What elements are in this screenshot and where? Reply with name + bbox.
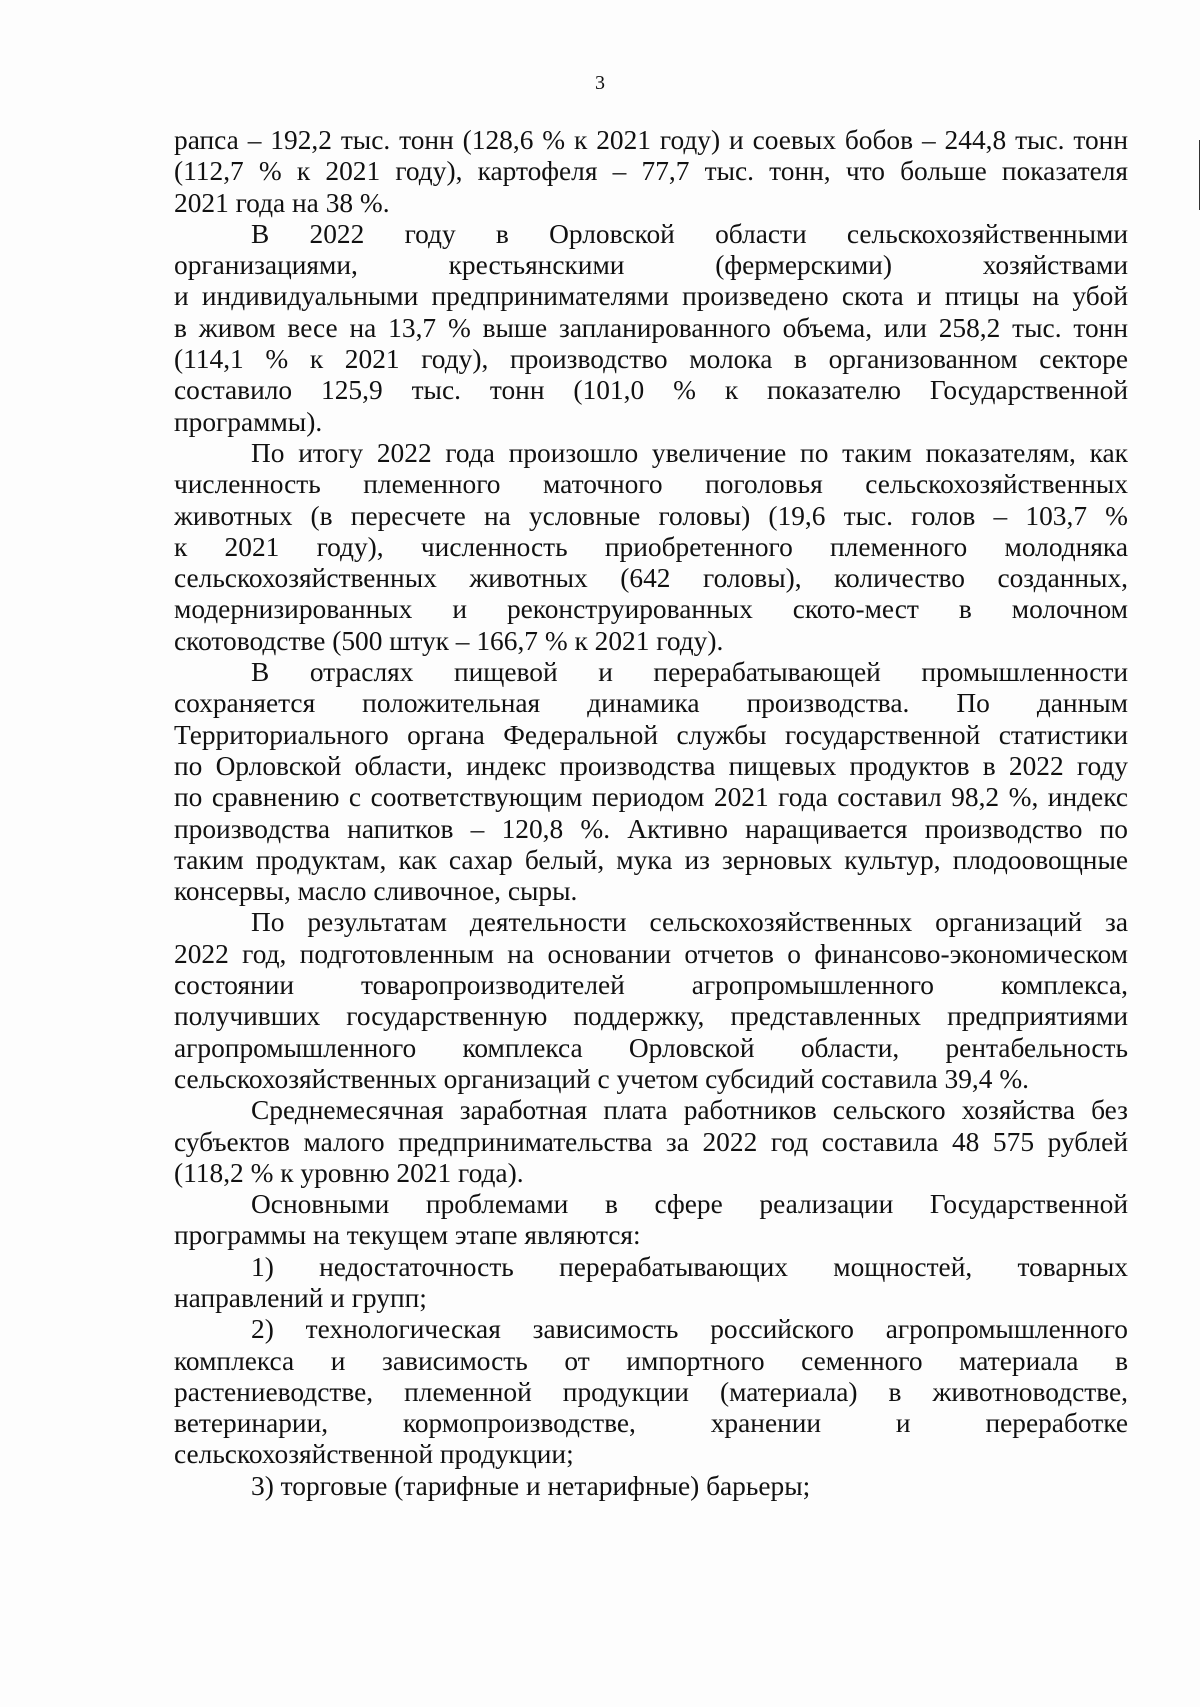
text-line: субъектов малого предпринимательства за 2022 год составила 48 575 рублей (174, 1126, 1128, 1157)
text-line: Среднемесячная заработная плата работников сельского хозяйства без (251, 1095, 1128, 1126)
text-line: в живом весе на 13,7 % выше запланированного объема, или 258,2 тыс. тонн (174, 312, 1128, 343)
text-line: состоянии товаропроизводителей агропромышленного комплекса, (174, 970, 1128, 1001)
text-line: программы на текущем этапе являются: (174, 1220, 641, 1251)
text-line: ветеринарии, кормопроизводстве, хранении и переработке (174, 1408, 1128, 1439)
text-line: растениеводстве, племенной продукции (материала) в животноводстве, (174, 1376, 1128, 1407)
text-line: и индивидуальными предпринимателями произведено скота и птицы на убой (174, 281, 1128, 312)
document-body (174, 125, 1128, 1502)
text-line: 2022 год, подготовленным на основании отчетов о финансово-экономическом (174, 938, 1128, 969)
text-line: таким продуктам, как сахар белый, мука из зерновых культур, плодоовощные (174, 844, 1128, 875)
page-number: 3 (595, 72, 605, 94)
text-line: скотоводстве (500 штук – 166,7 % к 2021 году). (174, 625, 724, 656)
text-line: сельскохозяйственной продукции; (174, 1439, 574, 1470)
text-line: По итогу 2022 года произошло увеличение по таким показателям, как (251, 437, 1128, 468)
text-line: В отраслях пищевой и перерабатывающей промышленности (251, 657, 1128, 688)
text-line: сохраняется положительная динамика производства. По данным (174, 688, 1128, 719)
text-line: численность племенного маточного поголовья сельскохозяйственных (174, 469, 1128, 500)
text-line: (114,1 % к 2021 году), производство молока в организованном секторе (174, 344, 1128, 375)
text-line: консервы, масло сливочное, сыры. (174, 876, 578, 907)
text-line: (118,2 % к уровню 2021 года). (174, 1157, 524, 1188)
text-line: получивших государственную поддержку, представленных предприятиями (174, 1001, 1128, 1032)
text-line: В 2022 году в Орловской области сельскохозяйственными (251, 218, 1128, 249)
text-line: сельскохозяйственных организаций с учетом субсидий составила 39,4 %. (174, 1063, 1029, 1094)
text-line: агропромышленного комплекса Орловской области, рентабельность (174, 1032, 1128, 1063)
text-line: 2021 года на 38 %. (174, 187, 390, 218)
text-line: 1) недостаточность перерабатывающих мощностей, товарных (251, 1251, 1128, 1282)
text-line: к 2021 году), численность приобретенного племенного молодняка (174, 531, 1128, 562)
text-line: рапса – 192,2 тыс. тонн (128,6 % к 2021 году) и соевых бобов – 244,8 тыс. тонн (174, 125, 1128, 155)
text-line: (112,7 % к 2021 году), картофеля – 77,7 тыс. тонн, что больше показателя (174, 156, 1128, 187)
text-line: Территориального органа Федеральной службы государственной статистики (174, 719, 1128, 750)
text-line: По результатам деятельности сельскохозяйственных организаций за (251, 907, 1128, 938)
text-line: модернизированных и реконструированных ското-мест в молочном (174, 594, 1128, 625)
text-line: сельскохозяйственных животных (642 головы), количество созданных, (174, 563, 1128, 594)
text-line: производства напитков – 120,8 %. Активно наращивается производство по (174, 813, 1128, 844)
text-line: по Орловской области, индекс производства пищевых продуктов в 2022 году (174, 750, 1128, 781)
text-line: составило 125,9 тыс. тонн (101,0 % к показателю Государственной (174, 375, 1128, 406)
text-line: Основными проблемами в сфере реализации Государственной (251, 1189, 1128, 1220)
text-line: направлений и групп; (174, 1282, 427, 1313)
text-line: организациями, крестьянскими (фермерскими) хозяйствами (174, 250, 1128, 281)
text-line: программы). (174, 406, 323, 437)
text-line: животных (в пересчете на условные головы) (19,6 тыс. голов – 103,7 % (174, 500, 1128, 531)
text-line: 3) торговые (тарифные и нетарифные) барьеры; (251, 1470, 811, 1501)
text-line: комплекса и зависимость от импортного семенного материала в (174, 1345, 1128, 1376)
text-line: 2) технологическая зависимость российского агропромышленного (251, 1314, 1128, 1345)
text-line: по сравнению с соответствующим периодом 2021 года составил 98,2 %, индекс (174, 782, 1128, 813)
